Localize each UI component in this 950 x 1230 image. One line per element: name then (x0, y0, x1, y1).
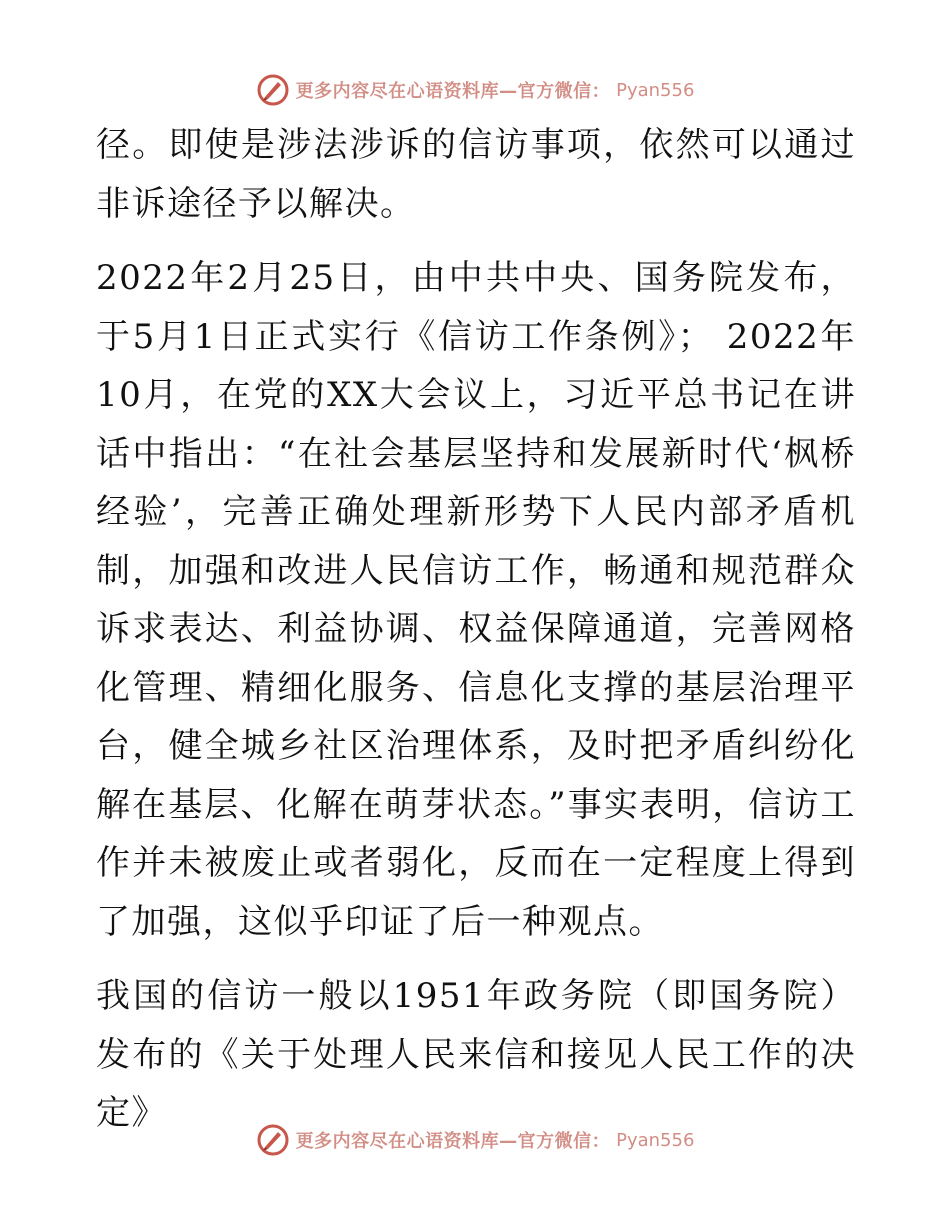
footer-watermark (0, 1120, 950, 1160)
document-body (96, 116, 856, 1143)
paragraph-3: 我国的信访一般以1951年政务院（即国务院）发布的《关于处理人民来信和接见人民工作的决定》 (96, 976, 856, 1133)
header-watermark (0, 70, 950, 110)
watermark-handle: Pyan556 (616, 1129, 695, 1151)
watermark-handle: Pyan556 (616, 79, 695, 101)
quill-logo-icon (256, 73, 290, 107)
quill-logo-icon (256, 1123, 290, 1157)
paragraph-1: 径。即使是涉法涉诉的信访事项，依然可以通过非诉途径予以解决。 (96, 125, 856, 224)
watermark-text: 更多内容尽在心语资料库—官方微信： (295, 81, 611, 102)
paragraph-2: 2022年2月25日，由中共中央、国务院发布，于5月1日正式实行《信访工作条例》； 2022年10月，在党的XX大会议上，习近平总书记在讲话中指出：“在社会基层坚持和发展新时代‘枫桥经验’，完善正确处理新形势下人民内部矛盾机制，加强和改进人民信访工作，畅通和规范群众诉求表达、利益协调、权益保障通道，完善网格化管理、精细化服务、信息化支撑的基层治理平台，健全城乡社区治理体系，及时把矛盾纠纷化解在基层、化解在萌芽状态。”事实表明，信访工作并未被废止或者弱化，反而在一定程度上得到了加强，这似乎印证了后一种观点。 (96, 258, 856, 942)
watermark-text: 更多内容尽在心语资料库—官方微信： (295, 1131, 611, 1152)
